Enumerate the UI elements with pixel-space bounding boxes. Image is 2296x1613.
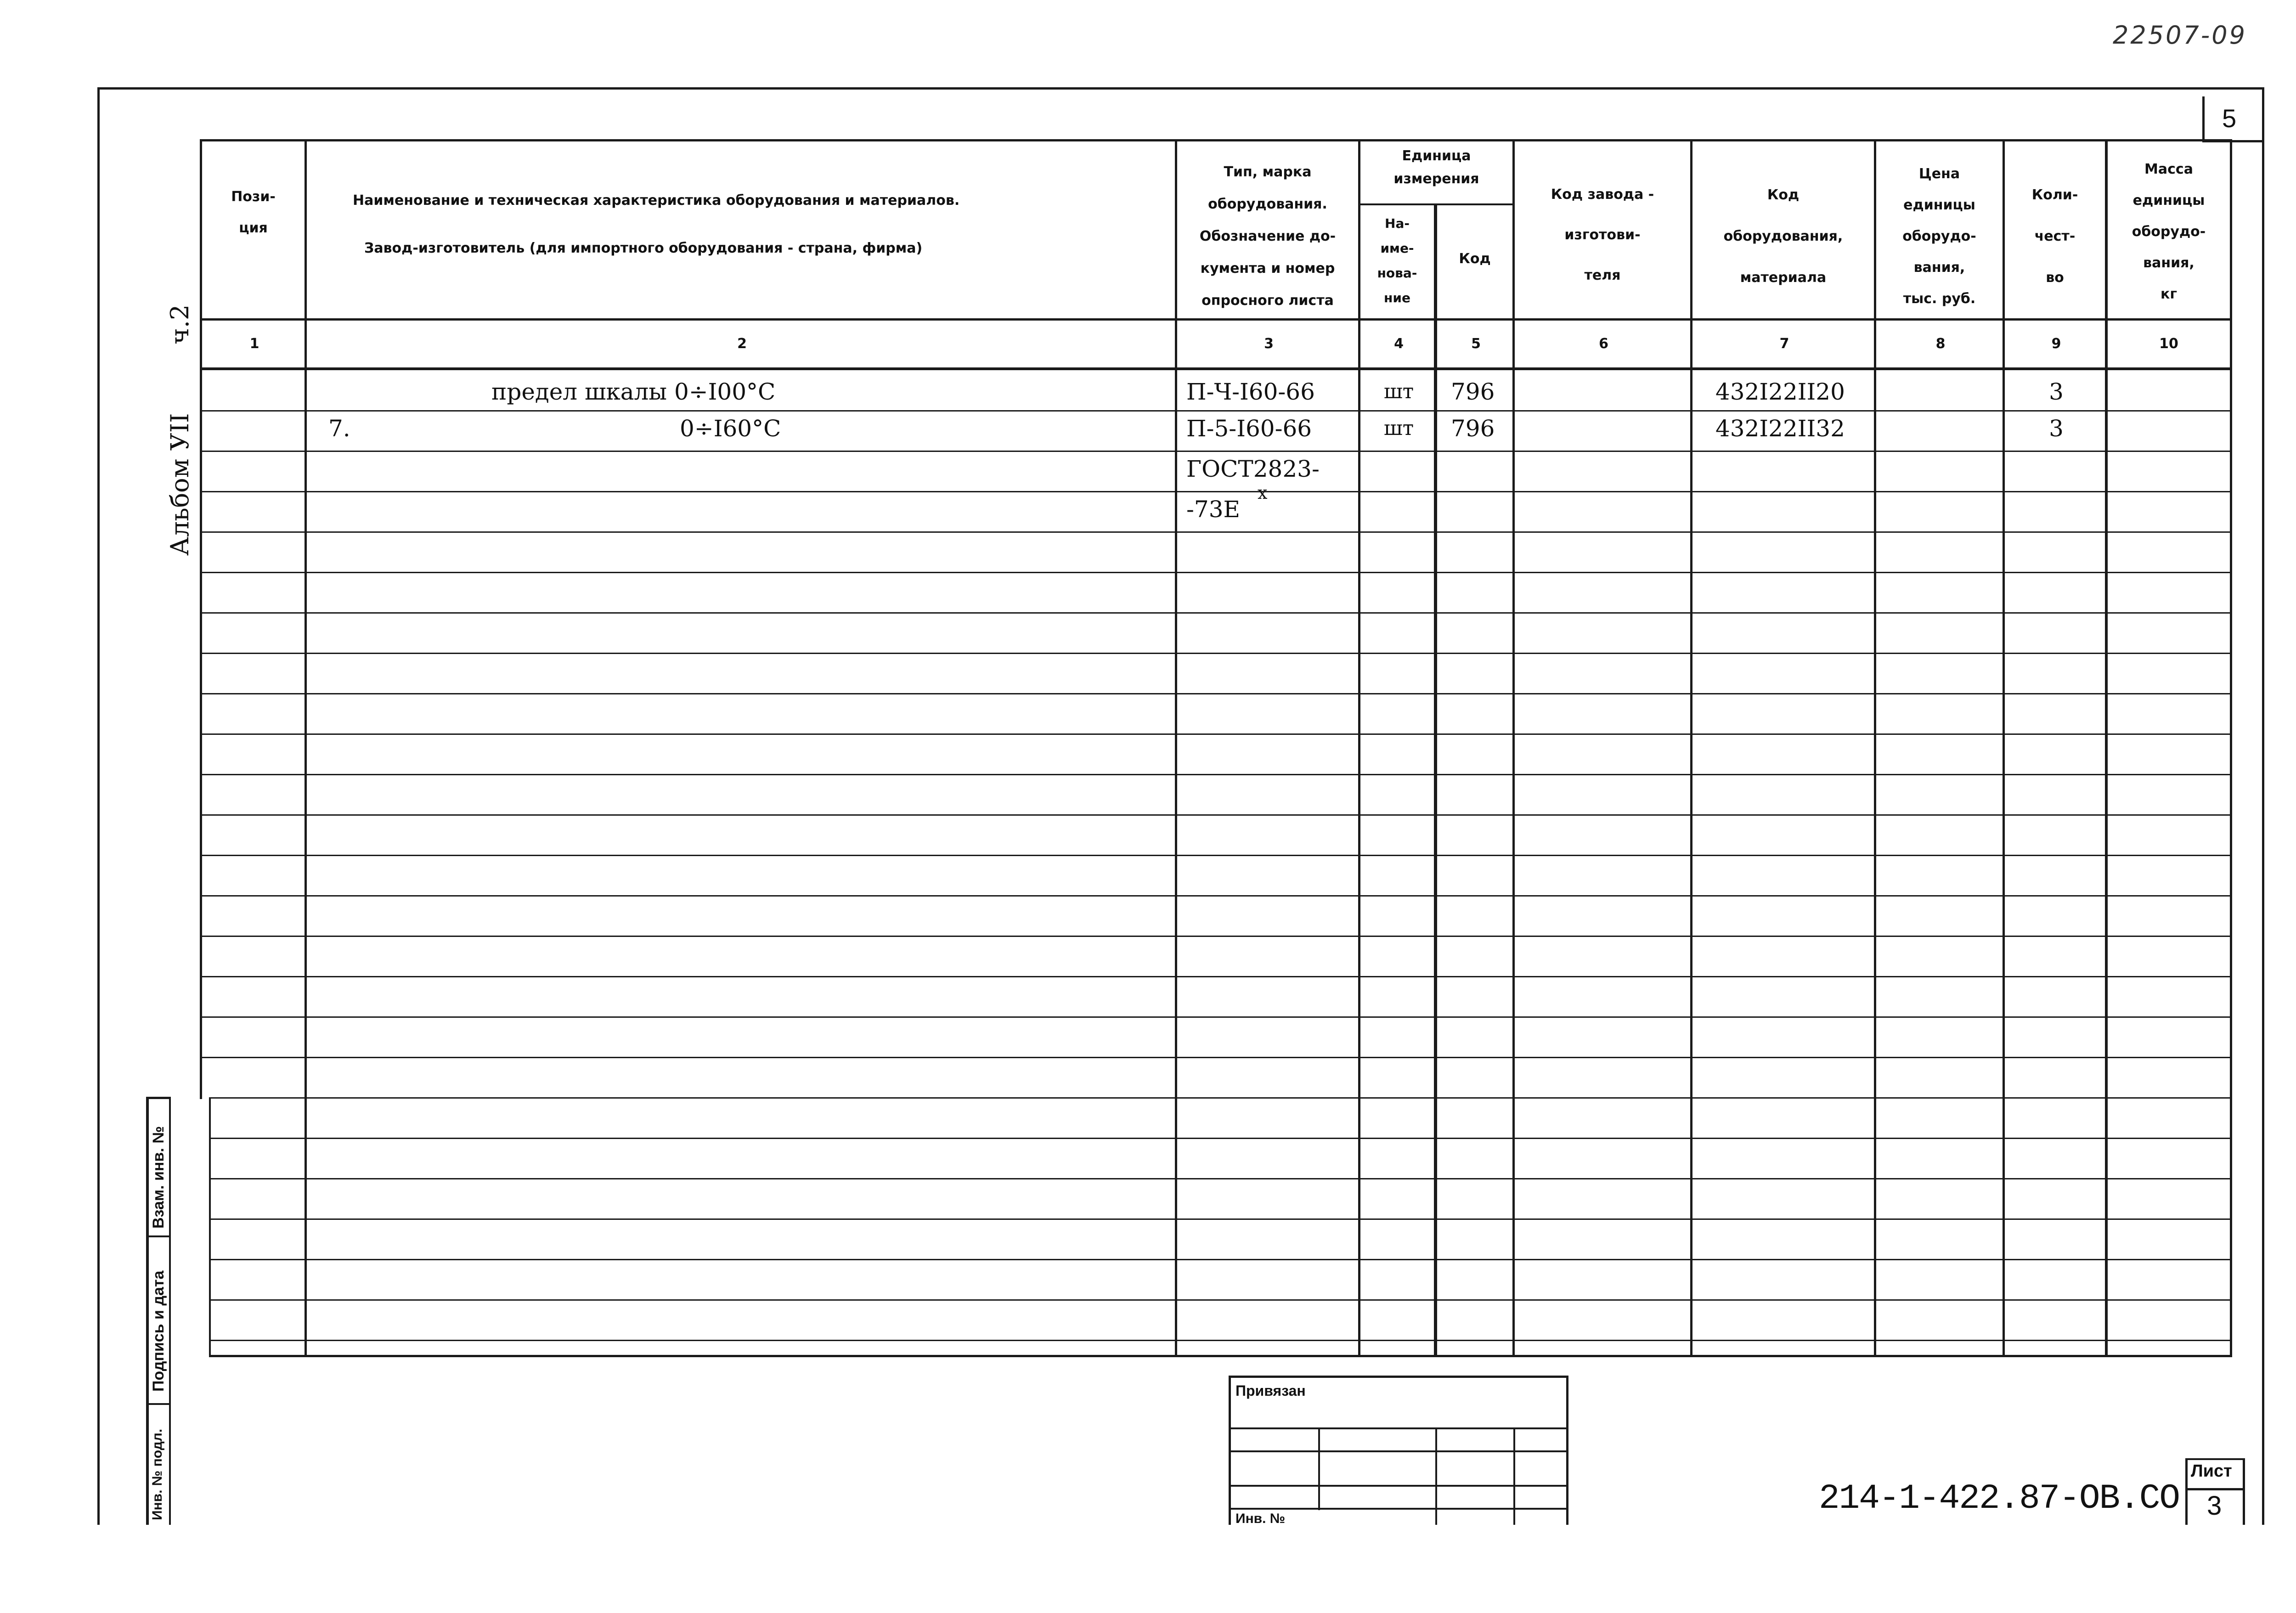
col-line-10 xyxy=(2230,139,2232,1357)
col-line-0b xyxy=(209,1098,211,1357)
cell-name: предел шкалы 0÷I00°С xyxy=(491,378,776,405)
cell-pos xyxy=(328,451,420,491)
row-line xyxy=(200,693,2230,694)
cell-name xyxy=(680,451,1176,491)
row-line xyxy=(200,733,2230,735)
cell-factory xyxy=(1515,451,1692,491)
side-stamp-vzam: Взам. инв. № xyxy=(150,1126,167,1229)
sheet-corner-number: 5 xyxy=(2222,104,2237,133)
col-line-8 xyxy=(2003,139,2005,1357)
cell-equip-code: 432I22II20 xyxy=(1715,378,1845,405)
row-line xyxy=(209,1138,2230,1139)
cell-pos xyxy=(328,491,420,531)
col-line-2 xyxy=(1175,139,1177,1357)
cell-unit xyxy=(1360,491,1437,531)
side-album-label: Альбом УII xyxy=(165,413,194,556)
side-stamp-top xyxy=(146,1097,171,1099)
cell-code xyxy=(1451,491,1515,531)
column-number: 1 xyxy=(249,336,259,352)
sheet-box-top xyxy=(2185,1458,2245,1460)
column-number: 3 xyxy=(1264,336,1274,352)
sheet-box-left xyxy=(2185,1458,2188,1525)
side-stamp-mid xyxy=(169,1098,171,1525)
cell-price xyxy=(1876,491,2005,531)
header-unit-group: Единица измерения xyxy=(1393,148,1479,187)
stamp-v1 xyxy=(1318,1427,1320,1510)
cell-mass xyxy=(2108,451,2230,491)
row-line xyxy=(209,1340,2230,1341)
row-line xyxy=(200,653,2230,654)
header-c5: Код xyxy=(1459,251,1491,267)
cell-code: 796 xyxy=(1451,378,1495,405)
cell-price xyxy=(1876,410,2005,451)
header-c7: Код оборудования, материала xyxy=(1723,187,1843,286)
row-line xyxy=(200,936,2230,937)
side-stamp-left xyxy=(146,1098,149,1525)
corner-box-left xyxy=(2202,96,2205,142)
row-line xyxy=(209,1178,2230,1179)
row-line xyxy=(200,572,2230,573)
cell-code xyxy=(1451,451,1515,491)
cell-qty: 3 xyxy=(2049,415,2064,442)
col-line-7 xyxy=(1874,139,1876,1357)
cell-equip-code xyxy=(1715,491,1876,531)
side-stamp-inv: Инв. № подл. xyxy=(150,1428,165,1520)
cell-factory xyxy=(1515,491,1692,531)
column-number: 9 xyxy=(2051,336,2061,352)
row-line xyxy=(200,1057,2230,1058)
col-line-1 xyxy=(305,139,307,1357)
frame-left xyxy=(97,87,100,1525)
row-line xyxy=(200,531,2230,533)
cell-price xyxy=(1876,373,2005,414)
cell-unit xyxy=(1360,451,1437,491)
cell-qty: 3 xyxy=(2049,378,2064,405)
sheet-number: 3 xyxy=(2207,1491,2222,1521)
header-c2: Наименование и техническая характеристика оборудования и материалов. Завод-изготовитель (для импортного оборудования - страна, фирма) xyxy=(353,192,960,256)
row-line xyxy=(209,1097,2230,1099)
row-line xyxy=(200,814,2230,816)
col-line-3 xyxy=(1358,139,1360,1357)
cell-factory xyxy=(1515,373,1692,414)
side-stamp-div2 xyxy=(146,1403,171,1405)
column-number: 10 xyxy=(2159,336,2178,352)
col-line-5 xyxy=(1512,139,1515,1357)
column-number: 7 xyxy=(1779,336,1789,352)
column-number: 5 xyxy=(1471,336,1481,352)
column-number: 6 xyxy=(1599,336,1608,352)
row-line xyxy=(209,1259,2230,1260)
cell-unit: шт xyxy=(1383,417,1414,440)
cell-mass xyxy=(2108,373,2230,414)
cell-name xyxy=(680,491,1176,531)
cell-type: ГОСТ2823- xyxy=(1186,456,1320,482)
header-c8: Цена единицы оборудо- вания, тыс. руб. xyxy=(1902,166,1976,307)
cell-code: 796 xyxy=(1451,415,1495,442)
cell-pos: 7. xyxy=(328,415,350,442)
row-line xyxy=(209,1299,2230,1301)
cell-factory xyxy=(1515,410,1692,451)
side-stamp-div1 xyxy=(146,1235,171,1237)
cell-type: -73Е xyxy=(1186,496,1241,523)
type-superscript: х xyxy=(1258,483,1268,503)
row-line xyxy=(200,895,2230,897)
header-c1: Пози- ция xyxy=(231,189,276,236)
sheet-box-right xyxy=(2243,1458,2245,1525)
sheet-label: Лист xyxy=(2191,1461,2232,1481)
cell-pos xyxy=(328,373,420,414)
side-stamp-podpis: Подпись и дата xyxy=(150,1270,167,1392)
colnum-bottom xyxy=(200,367,2230,370)
table-top xyxy=(200,139,2230,141)
cell-name: 0÷I60°С xyxy=(680,415,781,442)
stamp-h4 xyxy=(1229,1508,1568,1510)
cell-equip-code: 432I22II32 xyxy=(1715,415,1845,442)
header-c3: Тип, марка оборудования. Обозначение до- кумента и номер опросного листа xyxy=(1199,164,1336,309)
stamp-v2 xyxy=(1435,1427,1437,1525)
stamp-h3 xyxy=(1229,1485,1568,1487)
stamp-top xyxy=(1229,1376,1568,1378)
col-line-9 xyxy=(2105,139,2108,1357)
cell-price xyxy=(1876,451,2005,491)
doc-number-top: 22507-09 xyxy=(2113,21,2247,50)
row-line xyxy=(200,855,2230,856)
cell-type: П-Ч-I60-66 xyxy=(1186,378,1315,405)
row-line xyxy=(200,612,2230,614)
stamp-privyazan: Привязан xyxy=(1235,1382,1306,1399)
cell-qty xyxy=(2005,491,2108,531)
col-line-0 xyxy=(200,139,202,1099)
stamp-v3 xyxy=(1513,1427,1515,1525)
cell-qty xyxy=(2005,451,2108,491)
side-part-label: ч.2 xyxy=(165,304,194,344)
col-line-6 xyxy=(1690,139,1692,1357)
cell-mass xyxy=(2108,410,2230,451)
header-bottom xyxy=(200,318,2230,321)
stamp-h2 xyxy=(1229,1450,1568,1452)
column-number: 8 xyxy=(1935,336,1946,352)
frame-top xyxy=(99,87,2264,90)
cell-equip-code xyxy=(1715,451,1876,491)
cell-unit: шт xyxy=(1383,380,1414,403)
header-c9: Коли- чест- во xyxy=(2031,187,2078,286)
row-line xyxy=(209,1218,2230,1220)
header-c10: Масса единицы оборудо- вания, кг xyxy=(2132,161,2206,302)
cell-type: П-5-I60-66 xyxy=(1186,415,1312,442)
row-line xyxy=(200,1016,2230,1018)
header-c4: На- име- нова- ние xyxy=(1377,216,1417,305)
stamp-inv-no: Инв. № xyxy=(1235,1511,1286,1526)
header-c6: Код завода - изготови- теля xyxy=(1551,186,1654,283)
cell-mass xyxy=(2108,491,2230,531)
row-line xyxy=(200,774,2230,775)
frame-right xyxy=(2262,87,2264,1525)
doc-code: 214-1-422.87-ОВ.СО xyxy=(1819,1479,2179,1518)
column-number: 4 xyxy=(1394,336,1404,352)
table-bottom xyxy=(209,1355,2230,1357)
row-line xyxy=(200,976,2230,977)
stamp-h1 xyxy=(1229,1427,1568,1429)
column-number: 2 xyxy=(737,336,747,352)
